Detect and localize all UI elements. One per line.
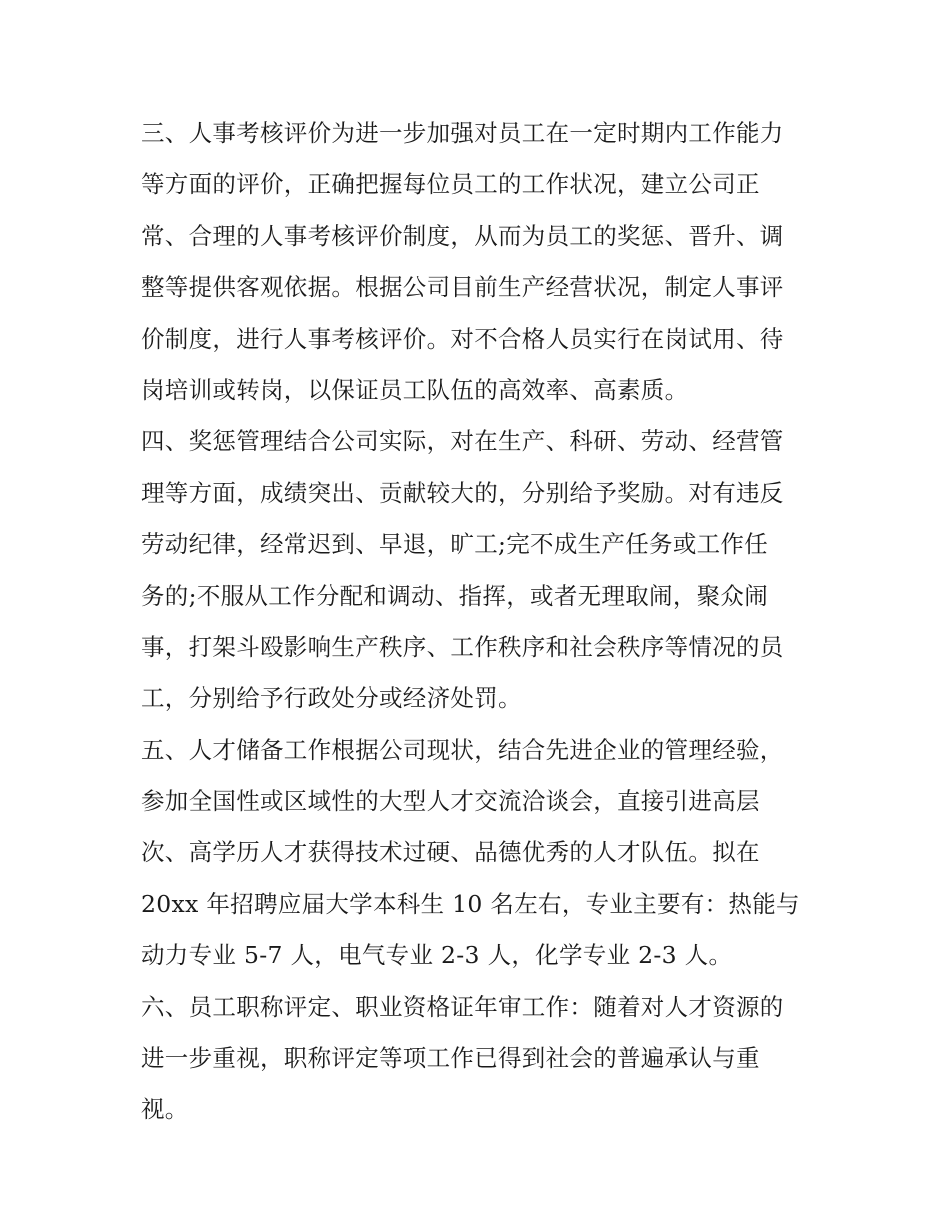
text-line: 五、人才储备工作根据公司现状，结合先进企业的管理经验， — [141, 735, 784, 764]
text-line: 岗培训或转岗，以保证员工队伍的高效率、高素质。 — [141, 375, 689, 404]
text-line: 动力专业 5-7 人，电气专业 2-3 人，化学专业 2-3 人。 — [141, 941, 733, 970]
text-line: 六、员工职称评定、职业资格证年审工作：随着对人才资源的 — [141, 992, 784, 1021]
document-body — [141, 108, 821, 1136]
text-line: 事，打架斗殴影响生产秩序、工作秩序和社会秩序等情况的员 — [141, 632, 784, 661]
text-line: 四、奖惩管理结合公司实际，对在生产、科研、劳动、经营管 — [141, 427, 784, 456]
text-line: 工，分别给予行政处分或经济处罚。 — [141, 684, 522, 713]
text-line: 等方面的评价，正确把握每位员工的工作状况，建立公司正 — [141, 170, 760, 199]
text-line: 三、人事考核评价为进一步加强对员工在一定时期内工作能力 — [141, 119, 784, 147]
text-line: 理等方面，成绩突出、贡献较大的，分别给予奖励。对有违反 — [141, 478, 784, 507]
text-line: 参加全国性或区域性的大型人才交流洽谈会，直接引进高层 — [141, 787, 760, 816]
text-line: 次、高学历人才获得技术过硬、品德优秀的人才队伍。拟在 — [141, 838, 760, 867]
text-line: 整等提供客观依据。根据公司目前生产经营状况，制定人事评 — [141, 273, 784, 302]
text-line: 20xx 年招聘应届大学本科生 10 名左右，专业主要有：热能与 — [141, 889, 800, 918]
text-line: 劳动纪律，经常迟到、早退，旷工;完不成生产任务或工作任 — [141, 530, 769, 559]
text-line: 务的;不服从工作分配和调动、指挥，或者无理取闹，聚众闹 — [141, 581, 769, 610]
text-line: 常、合理的人事考核评价制度，从而为员工的奖惩、晋升、调 — [141, 221, 784, 250]
text-line: 进一步重视，职称评定等项工作已得到社会的普遍承认与重 — [141, 1044, 760, 1073]
text-line: 视。 — [141, 1095, 189, 1124]
text-line: 价制度，进行人事考核评价。对不合格人员实行在岗试用、待 — [141, 324, 784, 353]
